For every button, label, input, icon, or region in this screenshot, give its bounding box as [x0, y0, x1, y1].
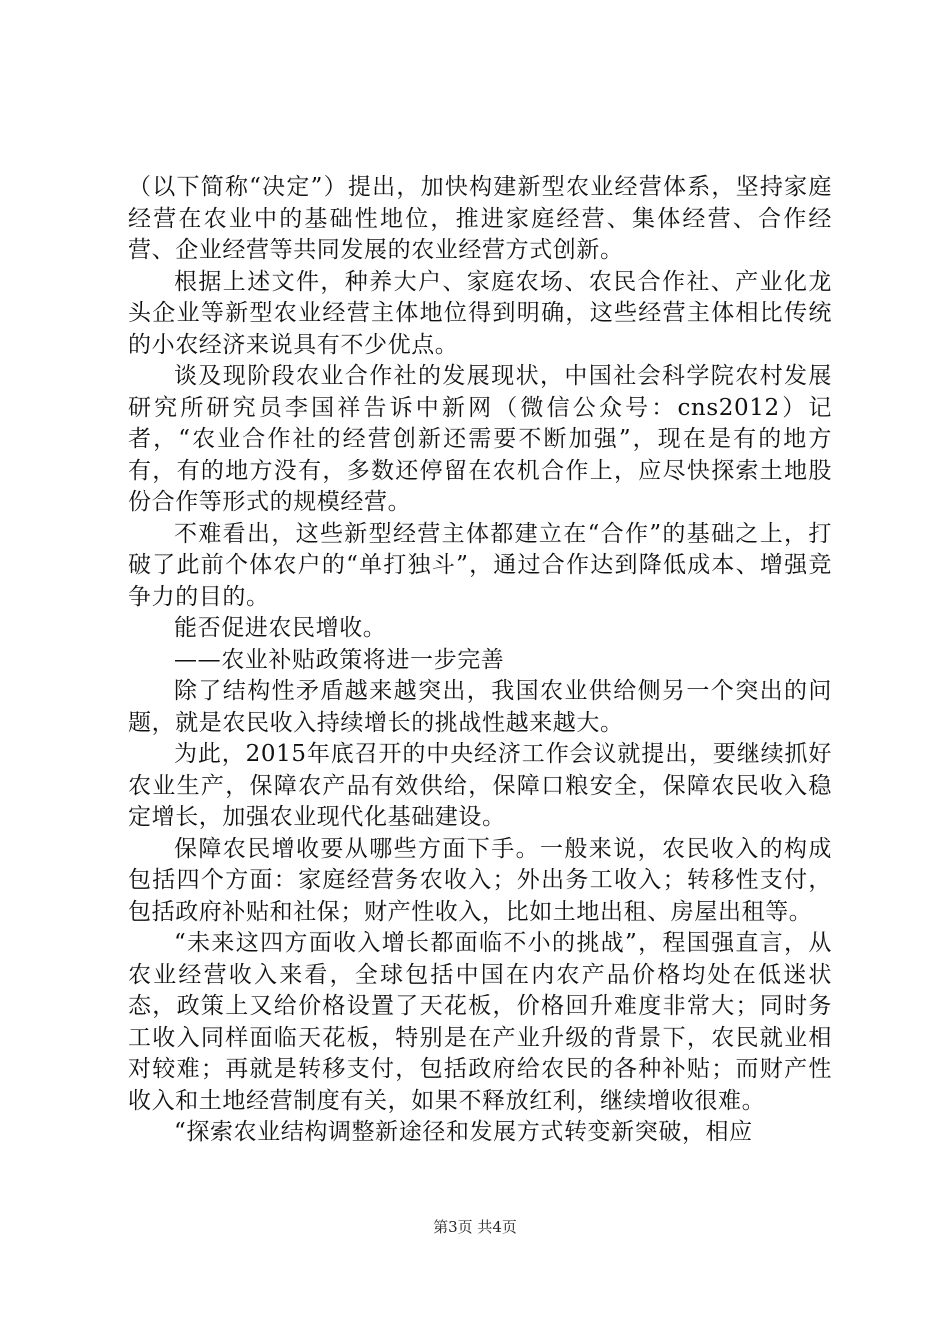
- paragraph-1: （以下简称“决定”）提出，加快构建新型农业经营体系，坚持家庭经营在农业中的基础性地位，推进家庭经营、集体经营、合作经营、企业经营等共同发展的农业经营方式创新。: [128, 174, 832, 263]
- page-footer: [0, 1216, 950, 1237]
- paragraph-8: 为此，2015年底召开的中央经济工作会议就提出，要继续抓好农业生产，保障农产品有效供给，保障口粮安全，保障农民收入稳定增长，加强农业现代化基础建设。: [128, 741, 832, 830]
- paragraph-9: 保障农民增收要从哪些方面下手。一般来说，农民收入的构成包括四个方面：家庭经营务农收入；外出务工收入；转移性支付，包括政府补贴和社保；财产性收入，比如土地出租、房屋出租等。: [128, 835, 832, 925]
- document-body: [128, 172, 832, 1149]
- paragraph-3: 谈及现阶段农业合作社的发展现状，中国社会科学院农村发展研究所研究员李国祥告诉中新网（微信公众号：cns2012）记者，“农业合作社的经营创新还需要不断加强”，现在是有的地方有，有的地方没有，多数还停留在农机合作上，应尽快探索土地股份合作等形式的规模经营。: [128, 363, 832, 515]
- paragraph-10: “未来这四方面收入增长都面临不小的挑战”，程国强直言，从农业经营收入来看，全球包括中国在内农产品价格均处在低迷状态，政策上又给价格设置了天花板，价格回升难度非常大；同时务工收入同样面临天花板，特别是在产业升级的背景下，农民就业相对较难；再就是转移支付，包括政府给农民的各种补贴；而财产性收入和土地经营制度有关，如果不释放红利，继续增收很难。: [128, 930, 832, 1114]
- paragraph-7: 除了结构性矛盾越来越突出，我国农业供给侧另一个突出的问题，就是农民收入持续增长的挑战性越来越大。: [128, 678, 832, 736]
- paragraph-5: 能否促进农民增收。: [174, 615, 387, 641]
- paragraph-2: 根据上述文件，种养大户、家庭农场、农民合作社、产业化龙头企业等新型农业经营主体地位得到明确，这些经营主体相比传统的小农经济来说具有不少优点。: [128, 268, 832, 358]
- paragraph-4: 不难看出，这些新型经营主体都建立在“合作”的基础之上，打破了此前个体农户的“单打独斗”，通过合作达到降低成本、增强竞争力的目的。: [128, 520, 832, 610]
- paragraph-6-subheading: ——农业补贴政策将进一步完善: [174, 646, 505, 673]
- page-number-label: 第3页 共4页: [433, 1218, 517, 1236]
- paragraph-11: “探索农业结构调整新途径和发展方式转变新突破，相应: [174, 1119, 753, 1145]
